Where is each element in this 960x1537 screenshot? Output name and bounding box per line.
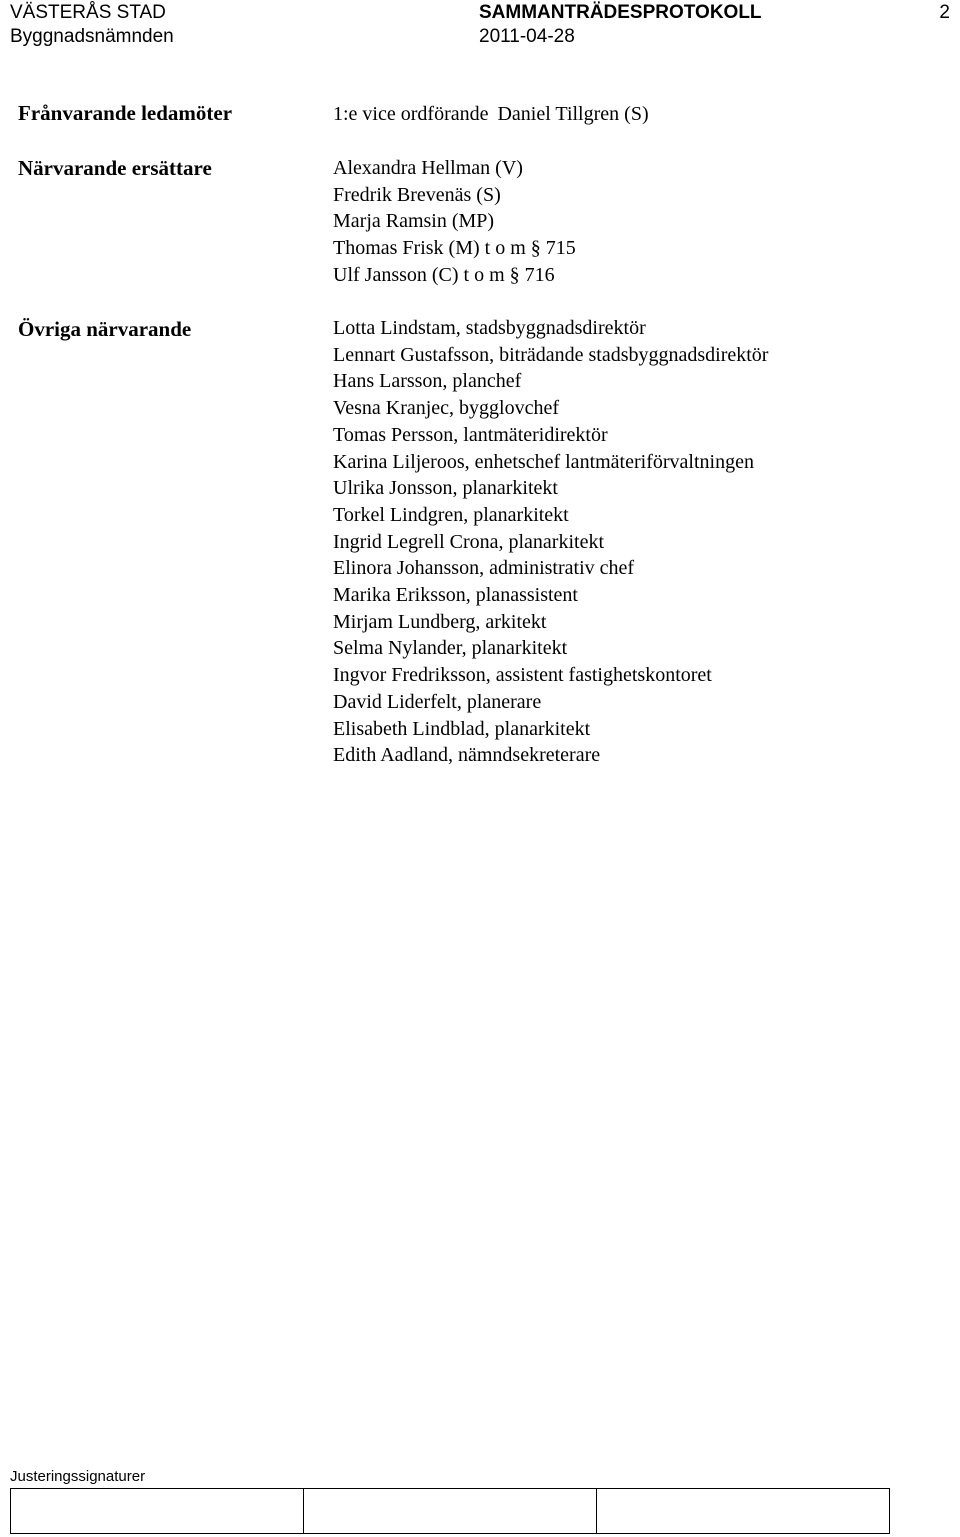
attendee: Vesna Kranjec, bygglovchef xyxy=(333,397,560,420)
header-left xyxy=(10,1,174,49)
attendee: Torkel Lindgren, planarkitekt xyxy=(333,503,569,526)
attendee: Ingrid Legrell Crona, planarkitekt xyxy=(333,530,605,553)
attendee: Lennart Gustafsson, biträdande stadsbyggnadsdirektör xyxy=(333,343,769,366)
attendee: Mirjam Lundberg, arkitekt xyxy=(333,610,547,633)
attendee: Ingvor Fredriksson, assistent fastighetskontoret xyxy=(333,664,712,687)
attendee: Edith Aadland, nämndsekreterare xyxy=(333,744,601,767)
others-present-label: Övriga närvarande xyxy=(18,317,192,341)
substitutes-list xyxy=(333,155,576,289)
signature-boxes xyxy=(10,1488,890,1534)
substitute-member: Ulf Jansson (C) t o m § 716 xyxy=(333,263,555,286)
signature-box xyxy=(304,1489,597,1534)
signature-box xyxy=(597,1489,890,1534)
attendee: Tomas Persson, lantmäteridirektör xyxy=(333,423,608,446)
document-type: SAMMANTRÄDESPROTOKOLL xyxy=(479,2,762,23)
meeting-date: 2011-04-28 xyxy=(479,26,575,47)
attendee: Hans Larsson, planchef xyxy=(333,370,522,393)
absent-members-label: Frånvarande ledamöter xyxy=(18,101,233,125)
board-name: Byggnadsnämnden xyxy=(10,26,174,47)
substitute-member: Thomas Frisk (M) t o m § 715 xyxy=(333,237,576,260)
absent-member-role: 1:e vice ordförande xyxy=(333,103,489,125)
attendee: Ulrika Jonsson, planarkitekt xyxy=(333,477,558,500)
substitutes-label: Närvarande ersättare xyxy=(18,156,212,180)
header-right xyxy=(939,1,950,25)
page-number: 2 xyxy=(939,2,950,23)
signature-row xyxy=(11,1489,890,1534)
attendee: David Liderfelt, planerare xyxy=(333,690,542,713)
signatures-label: Justeringssignaturer xyxy=(10,1468,146,1485)
attendee: Elisabeth Lindblad, planarkitekt xyxy=(333,717,591,740)
absent-member-name: Daniel Tillgren (S) xyxy=(497,103,649,125)
substitute-member: Fredrik Brevenäs (S) xyxy=(333,183,501,206)
org-name: VÄSTERÅS STAD xyxy=(10,2,166,23)
page-header xyxy=(0,0,960,50)
header-middle xyxy=(479,1,762,49)
others-present-list xyxy=(333,315,768,769)
attendee: Elinora Johansson, administrativ chef xyxy=(333,557,635,580)
attendee: Marika Eriksson, planassistent xyxy=(333,584,578,607)
substitute-member: Marja Ramsin (MP) xyxy=(333,210,495,233)
absent-members-section xyxy=(333,101,649,128)
attendee: Lotta Lindstam, stadsbyggnadsdirektör xyxy=(333,317,646,339)
attendee: Selma Nylander, planarkitekt xyxy=(333,637,568,660)
absent-member-row xyxy=(333,101,649,128)
attendee: Karina Liljeroos, enhetschef lantmäteriförvaltningen xyxy=(333,450,754,473)
substitute-member: Alexandra Hellman (V) xyxy=(333,157,523,179)
signature-box xyxy=(11,1489,304,1534)
